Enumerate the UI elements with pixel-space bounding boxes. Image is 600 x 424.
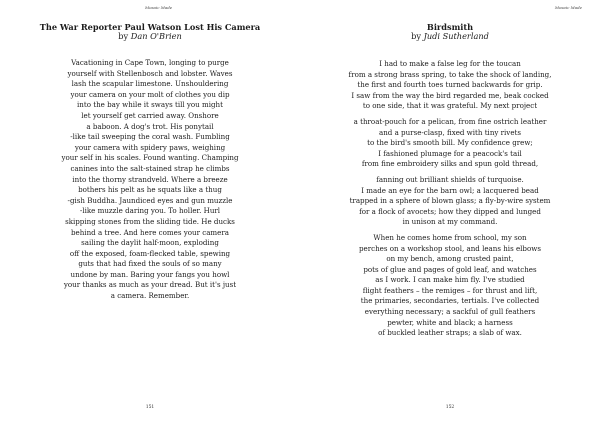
poem-line: to the bird's smooth bill. My confidence grew;	[367, 138, 533, 148]
poem-line: fanning out brilliant shields of turquoise.	[376, 174, 524, 184]
stanza	[300, 175, 600, 228]
poem-line: in unison at my command.	[402, 217, 498, 227]
stanza	[300, 59, 600, 112]
poem-line: perches on a workshop stool, and leans his elbows	[359, 243, 541, 253]
poem-line: from fine embroidery silks and spun gold thread,	[361, 159, 539, 169]
page-number-left: 151	[145, 405, 155, 410]
poem-line: Vacationing in Cape Town, longing to purge	[71, 58, 229, 67]
poem-line: sailing the daylit half-moon, exploding	[81, 238, 219, 248]
poem-line: as I work. I can make him fly. I've studied	[375, 275, 525, 285]
poem-line: lash the scapular limestone. Unshouldering	[71, 79, 229, 89]
poem-title-left: The War Reporter Paul Watson Lost His Camera	[39, 22, 261, 32]
poem-line: I saw from the way the bird regarded me, beak cocked	[351, 90, 549, 100]
poem-line: canines into the salt-stained strap he climbs	[70, 163, 230, 173]
poem-line: on my bench, among crusted paint,	[386, 254, 514, 264]
poem-line: -like muzzle daring you. To holler. Hurl	[79, 206, 221, 216]
poem-line: bothers his pelt as he squats like a thug	[78, 185, 222, 195]
poem-line: undone by man. Baring your fangs you howl	[70, 269, 230, 279]
poem-line: let yourself get carried away. Onshore	[81, 110, 219, 120]
poem-line: your self in his scales. Found wanting. Champing	[61, 153, 239, 163]
poem-line: I had to make a false leg for the toucan	[379, 59, 521, 68]
poem-line: a throat-pouch for a pelican, from fine ostrich leather	[353, 116, 547, 126]
poem-line: a camera. Remember.	[110, 291, 190, 301]
poem-line: skipping stones from the sliding tide. He ducks	[65, 216, 235, 226]
poem-line: the first and fourth toes turned backwards for grip.	[357, 80, 543, 90]
poem-line: I made an eye for the barn owl; a lacquered bead	[361, 185, 539, 195]
poem-line: flight feathers – the remiges – for thrust and lift,	[362, 285, 538, 295]
byline-left	[0, 31, 300, 41]
stanza	[300, 117, 600, 170]
poem-line: your camera on your molt of clothes you dip	[70, 89, 230, 99]
poem-line: When he comes home from school, my son	[373, 232, 527, 242]
poem-title-right: Birdsmith	[426, 22, 474, 32]
poem-body-right	[300, 59, 600, 344]
poem-line: -gish Buddha. Jaundiced eyes and gun muzzle	[67, 195, 233, 205]
poem-line: to one side, that it was grateful. My next project	[362, 101, 538, 111]
author-right: Judi Sutherland	[423, 31, 489, 41]
poem-line: guts that had fixed the souls of so many	[78, 259, 222, 269]
stanza	[300, 233, 600, 339]
poem-line: a baboon. A dog's trot. His ponytail	[86, 121, 214, 131]
poem-line: everything necessary; a sackful of gull feathers	[364, 307, 536, 317]
poem-line: yourself with Stellenbosch and lobster. Waves	[67, 68, 233, 78]
poem-line: from a strong brass spring, to take the shock of landing,	[348, 69, 552, 79]
poem-line: into the bay while it sways till you might	[77, 100, 223, 110]
poem-line: your thanks as much as your dread. But it's just	[63, 280, 237, 290]
author-left: Dan O'Brien	[130, 31, 182, 41]
byline-prefix-left: by	[118, 31, 129, 41]
poem-line: into the thorny strandveld. Where a breeze	[72, 174, 228, 184]
poem-line: for a flock of avocets; how they dipped and lunged	[359, 206, 541, 216]
byline-prefix-right: by	[411, 31, 421, 41]
poem-line: pots of glue and pages of gold leaf, and watches	[363, 264, 537, 274]
running-head-left: Mosaic Made	[145, 5, 173, 10]
poem-line: the primaries, secondaries, tertials. I've collected	[360, 296, 540, 306]
poem-line: of buckled leather straps; a slab of wax.	[378, 328, 522, 338]
poem-line: -like tail sweeping the coral wash. Fumbling	[70, 132, 230, 142]
poem-body-left	[0, 58, 300, 302]
poem-line: trapped in a sphere of blown glass; a fly-by-wire system	[349, 196, 551, 206]
poem-line: behind a tree. And here comes your camera	[71, 227, 229, 237]
poem-line: I fashioned plumage for a peacock's tail	[378, 148, 522, 158]
byline-right	[300, 31, 600, 41]
poem-line: off the exposed, foam-flecked table, spewing	[69, 248, 231, 258]
page-number-right: 152	[445, 405, 455, 410]
poem-line: your camera with spidery paws, weighing	[74, 142, 226, 152]
poem-line: pewter, white and black; a harness	[387, 317, 513, 327]
poem-line: and a purse-clasp, fixed with tiny rivets	[378, 127, 522, 137]
running-head-right: Mosaic Made	[554, 5, 582, 10]
right-page	[300, 0, 600, 424]
